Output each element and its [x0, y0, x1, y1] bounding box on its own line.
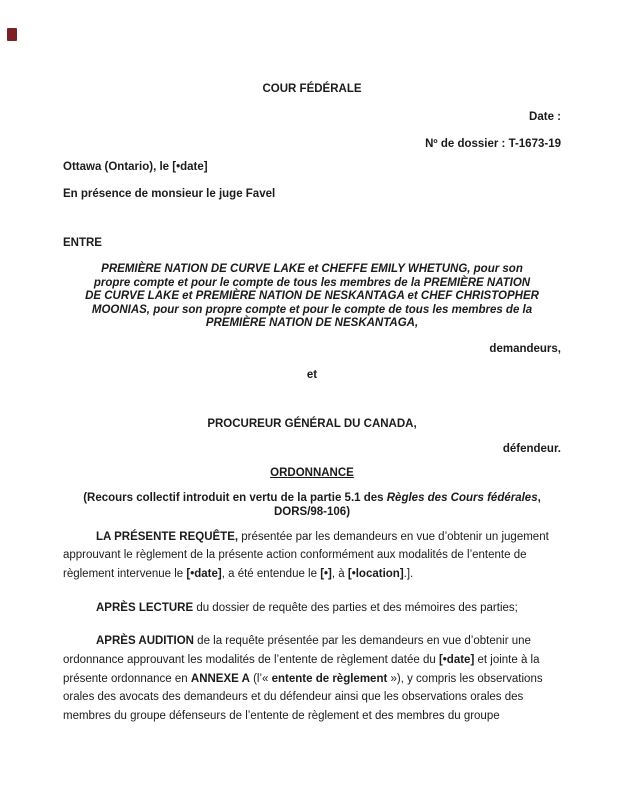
text-run: , a été entendue le — [221, 567, 321, 580]
defined-term: entente de règlement — [271, 672, 388, 685]
text-run: de la requête présentée par les demandeurs en vue d’obtenir une ordonnance approuvant les modalités de l’entente de règlement datée du — [63, 635, 531, 667]
defendant-name: PROCUREUR GÉNÉRAL DU CANADA, — [207, 417, 417, 430]
date-placeholder: [•date] — [186, 567, 222, 580]
date-placeholder: [•date] — [438, 654, 475, 667]
city-date-line: Ottawa (Ontario), le [•date] — [63, 161, 208, 173]
and-separator: et — [306, 368, 318, 381]
paragraph-apres-audition — [63, 632, 561, 726]
text-run: APRÈS LECTURE — [96, 601, 194, 614]
rules-reference: Règles des Cours fédérales — [386, 491, 538, 504]
text-run: et jointe à la présente ordonnance en — [63, 654, 540, 685]
text-run: APRÈS AUDITION — [96, 635, 194, 648]
plaintiffs-role: demandeurs, — [489, 342, 561, 355]
order-title-text: ORDONNANCE — [270, 466, 354, 479]
between-label: ENTRE — [63, 237, 102, 249]
text-run: du dossier de requête des parties et des mémoires des parties; — [193, 601, 518, 614]
paragraph-apres-lecture — [63, 599, 561, 618]
annexe-reference: ANNEXE A — [190, 672, 250, 685]
order-title — [63, 466, 561, 480]
text-run: présentée par les demandeurs en vue d’obtenir un jugement approuvant le règlement de la présente action conformément aux modalités de l’entente de règlement intervenue le — [63, 530, 549, 580]
statute-number: DORS/98-106) — [273, 505, 351, 518]
revision-mark — [7, 28, 17, 41]
court-title: COUR FÉDÉRALE — [262, 83, 362, 95]
text-run: , — [537, 491, 541, 504]
text-run: LA PRÉSENTE REQUÊTE, — [96, 530, 239, 543]
text-run: (l’« — [249, 672, 272, 685]
plaintiffs-block: PREMIÈRE NATION DE CURVE LAKE et CHEFFE EMILY WHETUNG, pour son propre compte et pour le compte de tous les membres de la PREMIÈRE NATION DE CURVE LAKE et PREMIÈRE NATION DE NESKANTAGA et CHEF CHRISTOPHER MOONIAS, pour son propre compte et pour le compte de tous les membres de la PREMIÈRE NATION DE NESKANTAGA, — [85, 263, 539, 329]
judge-presence-line: En présence de monsieur le juge Favel — [63, 188, 276, 200]
order-subtitle — [63, 491, 561, 519]
paragraph-presente-requete — [63, 528, 561, 584]
bullet-placeholder: [•] — [320, 567, 332, 580]
text-run: »), y compris les observations orales des avocats des demandeurs et du défendeur ainsi que les observations orales des membres du groupe défenseurs de l’entente de règlement et des membres du groupe — [63, 672, 543, 723]
text-run: (Recours collectif introduit en vertu de la partie 5.1 des — [83, 491, 387, 504]
text-run: , à — [331, 567, 348, 580]
text-run: .]. — [403, 567, 414, 580]
defendant-role: défendeur. — [502, 442, 561, 455]
location-placeholder: [•location] — [347, 567, 404, 580]
date-label: Date : — [529, 111, 561, 123]
docket-number: Nº de dossier : T-1673-19 — [425, 138, 561, 150]
